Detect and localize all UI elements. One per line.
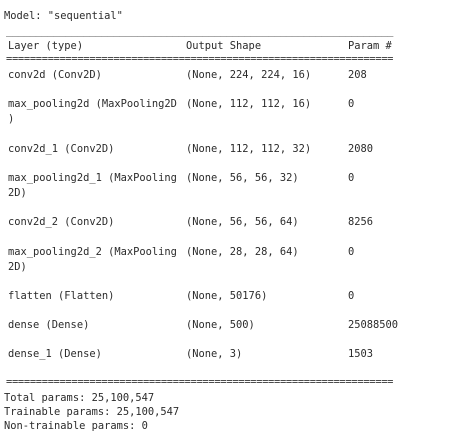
param-count-cell: 1503 (348, 348, 374, 360)
output-shape-cell: (None, 50176) (186, 290, 268, 302)
output-shape-cell: (None, 112, 112, 32) (186, 143, 312, 155)
column-header-layer: Layer (type) (8, 40, 84, 52)
output-shape-cell: (None, 500) (186, 319, 255, 331)
trainable-params: Trainable params: 25,100,547 (4, 406, 180, 418)
header-bottom-rule: ================================================================= (6, 54, 394, 65)
param-count-cell: 208 (348, 69, 367, 81)
layer-name-continuation: 2D) (8, 187, 27, 199)
output-shape-cell: (None, 56, 56, 32) (186, 172, 299, 184)
footer-rule: ================================================================= (6, 377, 394, 388)
param-count-cell: 0 (348, 172, 355, 184)
layer-name-continuation: 2D) (8, 261, 27, 273)
output-shape-cell: (None, 224, 224, 16) (186, 69, 312, 81)
layer-name-cell: dense_1 (Dense) (8, 348, 102, 360)
layer-name-cell: conv2d_2 (Conv2D) (8, 216, 115, 228)
output-shape-cell: (None, 56, 56, 64) (186, 216, 299, 228)
column-header-param-count: Param # (348, 40, 392, 52)
layer-name-cell: max_pooling2d_1 (MaxPooling (8, 172, 177, 184)
layer-name-cell: conv2d (Conv2D) (8, 69, 102, 81)
model-title: Model: "sequential" (4, 10, 123, 22)
total-params: Total params: 25,100,547 (4, 392, 155, 404)
header-top-rule: _________________________________________________________________ (6, 26, 394, 37)
column-header-output-shape: Output Shape (186, 40, 262, 52)
param-count-cell: 0 (348, 98, 355, 110)
param-count-cell: 2080 (348, 143, 374, 155)
layer-name-continuation: ) (8, 113, 15, 125)
param-count-cell: 8256 (348, 216, 374, 228)
output-shape-cell: (None, 3) (186, 348, 243, 360)
param-count-cell: 0 (348, 290, 355, 302)
layer-name-cell: max_pooling2d_2 (MaxPooling (8, 246, 177, 258)
param-count-cell: 0 (348, 246, 355, 258)
output-shape-cell: (None, 28, 28, 64) (186, 246, 299, 258)
param-count-cell: 25088500 (348, 319, 399, 331)
layer-name-cell: flatten (Flatten) (8, 290, 115, 302)
layer-name-cell: conv2d_1 (Conv2D) (8, 143, 115, 155)
output-shape-cell: (None, 112, 112, 16) (186, 98, 312, 110)
layer-name-cell: dense (Dense) (8, 319, 90, 331)
non-trainable-params: Non-trainable params: 0 (4, 420, 148, 432)
layer-name-cell: max_pooling2d (MaxPooling2D (8, 98, 177, 110)
